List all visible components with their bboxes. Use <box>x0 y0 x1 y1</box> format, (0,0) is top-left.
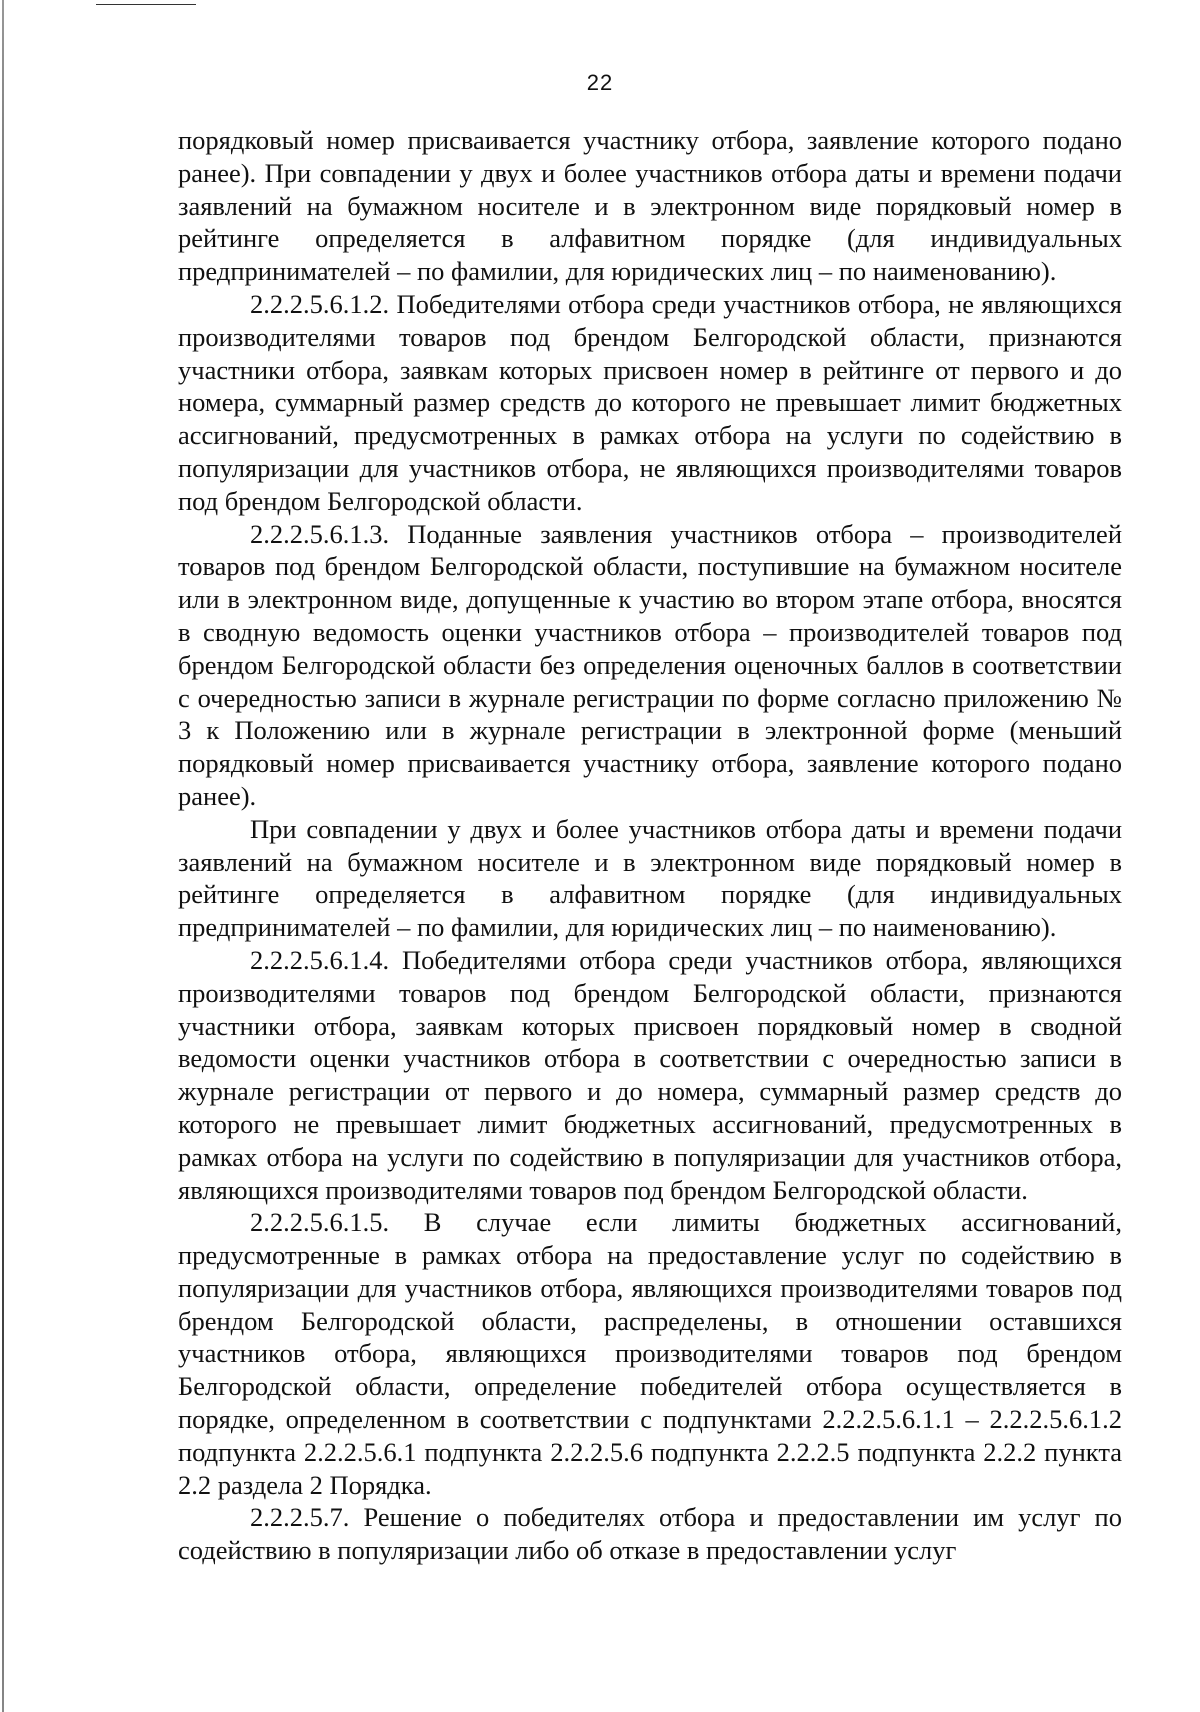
scan-artifact-left-edge <box>2 0 4 1712</box>
document-body <box>178 124 1122 1567</box>
paragraph-2-2-2-5-6-1-3: 2.2.2.5.6.1.3. Поданные заявления участников отбора – производителей товаров под брендом Белгородской области, поступившие на бумажном носителе или в электронном виде, допущенные к участию во втором этапе отбора, вносятся в сводную ведомость оценки участников отбора – производителей товаров под брендом Белгородской области без определения оценочных баллов в соответствии с очередностью записи в журнале регистрации по форме согласно приложению № 3 к Положению или в журнале регистрации в электронной форме (меньший порядковый номер присваивается участнику отбора, заявление которого подано ранее). <box>178 518 1122 811</box>
scan-artifact-top-line <box>96 4 196 5</box>
paragraph-tie-rule: При совпадении у двух и более участников отбора даты и времени подачи заявлений на бумажном носителе и в электронном виде порядковый номер в рейтинге определяется в алфавитном порядке (для индивидуальных предпринимателей – по фамилии, для юридических лиц – по наименованию). <box>178 813 1122 943</box>
paragraph-continuation: порядковый номер присваивается участнику отбора, заявление которого подано ранее). При совпадении у двух и более участников отбора даты и времени подачи заявлений на бумажном носителе и в электронном виде порядковый номер в рейтинге определяется в алфавитном порядке (для индивидуальных предпринимателей – по фамилии, для юридических лиц – по наименованию). <box>178 125 1122 287</box>
paragraph-2-2-2-5-6-1-4: 2.2.2.5.6.1.4. Победителями отбора среди участников отбора, являющихся производителями товаров под брендом Белгородской области, признаются участники отбора, заявкам которых присвоен порядковый номер в сводной ведомости оценки участников отбора в соответствии с очередностью записи в журнале регистрации от первого и до номера, суммарный размер средств до которого не превышает лимит бюджетных ассигнований, предусмотренных в рамках отбора на услуги по содействию в популяризации для участников отбора, являющихся производителями товаров под брендом Белгородской области. <box>178 944 1122 1205</box>
paragraph-2-2-2-5-7: 2.2.2.5.7. Решение о победителях отбора и предоставлении им услуг по содействию в популяризации либо об отказе в предоставлении услуг <box>178 1502 1122 1566</box>
page-number: 22 <box>586 70 614 95</box>
paragraph-2-2-2-5-6-1-5: 2.2.2.5.6.1.5. В случае если лимиты бюджетных ассигнований, предусмотренные в рамках отбора на предоставление услуг по содействию в популяризации для участников отбора, являющихся производителями товаров под брендом Белгородской области, распределены, в отношении оставшихся участников отбора, являющихся производителями товаров под брендом Белгородской области, определение победителей отбора осуществляется в порядке, определенном в соответствии с подпунктами 2.2.2.5.6.1.1 – 2.2.2.5.6.1.2 подпункта 2.2.2.5.6.1 подпункта 2.2.2.5.6 подпункта 2.2.2.5 подпункта 2.2.2 пункта 2.2 раздела 2 Порядка. <box>178 1207 1122 1500</box>
paragraph-2-2-2-5-6-1-2: 2.2.2.5.6.1.2. Победителями отбора среди участников отбора, не являющихся производителями товаров под брендом Белгородской области, признаются участники отбора, заявкам которых присвоен номер в рейтинге от первого и до номера, суммарный размер средств до которого не превышает лимит бюджетных ассигнований, предусмотренных в рамках отбора на услуги по содействию в популяризации для участников отбора, не являющихся производителями товаров под брендом Белгородской области. <box>178 288 1122 516</box>
